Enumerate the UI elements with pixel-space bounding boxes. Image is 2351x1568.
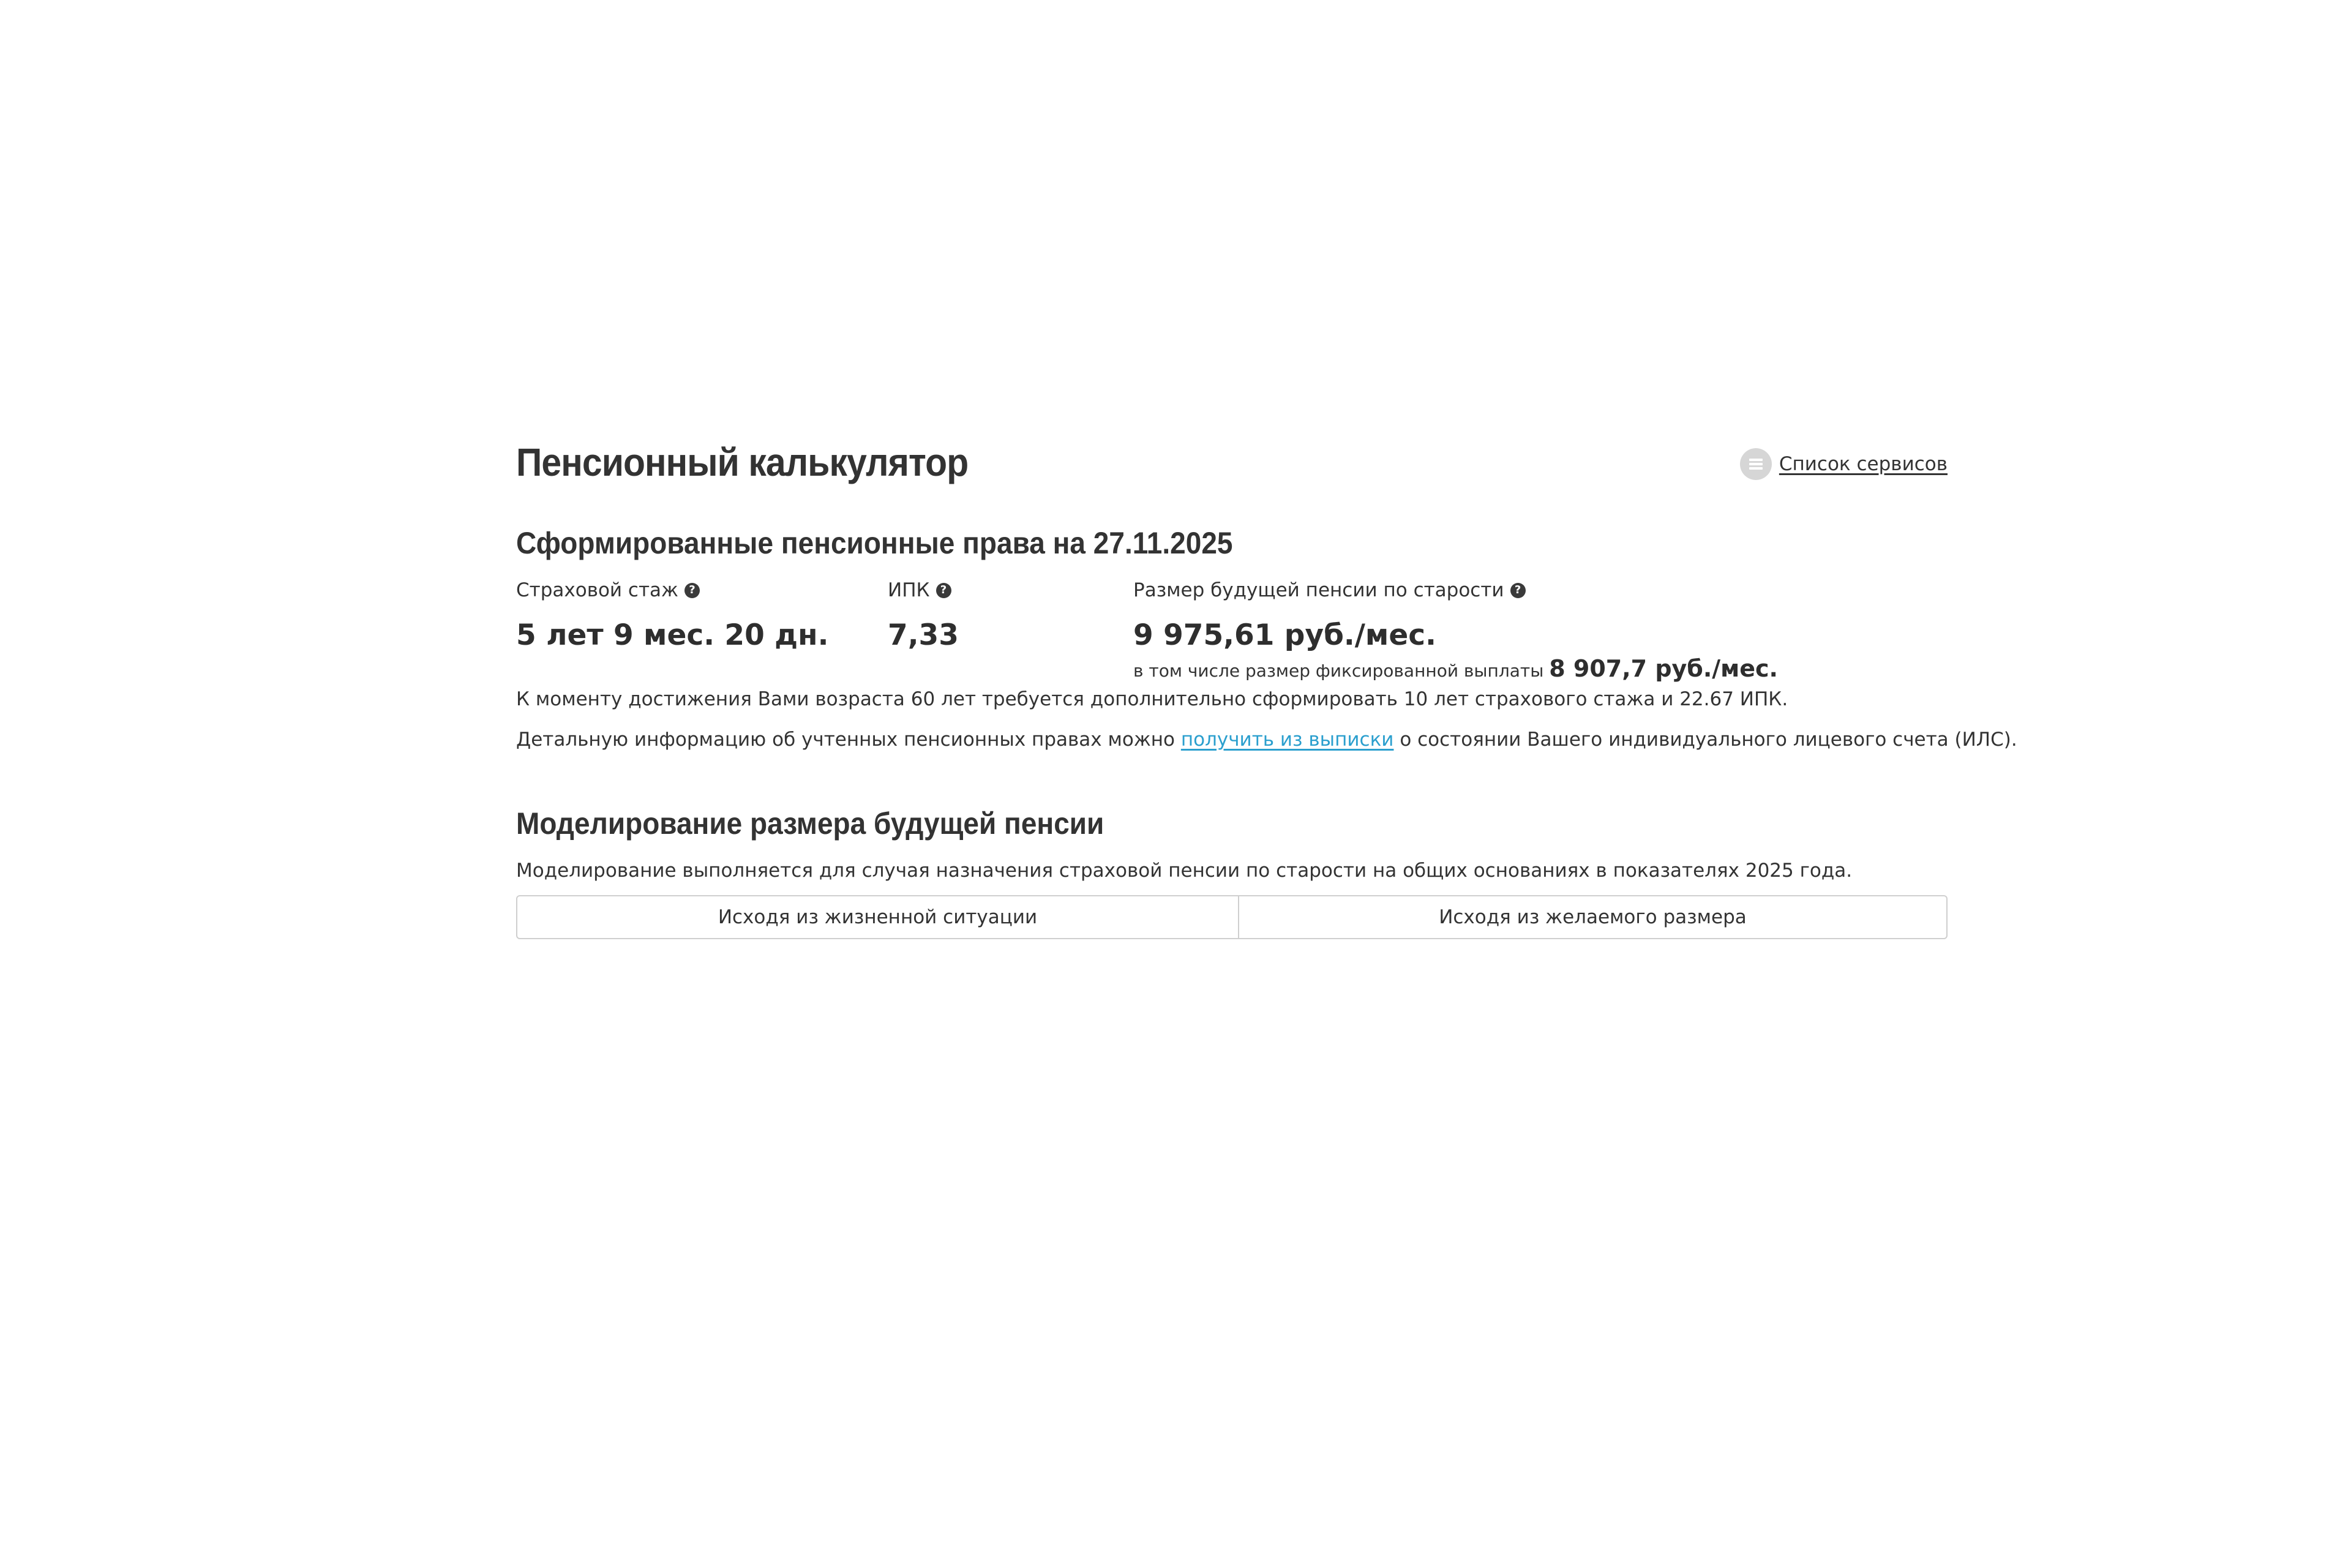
fixed-payment-row — [1133, 655, 1778, 682]
services-list-label[interactable]: Список сервисов — [1779, 453, 1948, 475]
modeling-section-title: Моделирование размера будущей пенсии — [516, 806, 1104, 841]
tab-desired-amount[interactable]: Исходя из желаемого размера — [1439, 906, 1747, 928]
fixed-payment-prefix: в том числе размер фиксированной выплаты — [1133, 661, 1544, 681]
services-list-link[interactable] — [1740, 448, 1948, 480]
tab-life-situation[interactable]: Исходя из жизненной ситуации — [517, 896, 1239, 938]
pension-label-row — [1133, 577, 1778, 604]
rights-section-title: Сформированные пенсионные права на 27.11.2025 — [516, 526, 1233, 560]
experience-label-row — [516, 577, 828, 604]
ipk-value: 7,33 — [888, 618, 959, 652]
details-text — [516, 726, 2017, 753]
ipk-label: ИПК — [888, 579, 930, 601]
statement-link[interactable]: получить из выписки — [1180, 729, 1394, 751]
page-header — [516, 429, 1948, 497]
details-text-after: о состоянии Вашего индивидуального лицевого счета (ИЛС). — [1400, 729, 2017, 751]
details-text-before: Детальную информацию об учтенных пенсионных правах можно — [516, 729, 1175, 751]
pension-stat — [1133, 577, 1778, 682]
ipk-label-row — [888, 577, 959, 604]
requirement-text: К моменту достижения Вами возраста 60 лет требуется дополнительно сформировать 10 лет страхового стажа и 22.67 ИПК. — [516, 688, 1788, 710]
experience-stat — [516, 577, 828, 654]
pension-value: 9 975,61 руб./мес. — [1133, 618, 1436, 652]
calculator-container — [516, 429, 2017, 939]
modeling-description: Моделирование выполняется для случая назначения страховой пенсии по старости на общих основаниях в показателях 2025 года. — [516, 860, 1853, 882]
fixed-payment-value: 8 907,7 руб./мес. — [1549, 655, 1778, 682]
modeling-tabs — [516, 895, 1948, 939]
ipk-help-icon[interactable]: ? — [936, 583, 951, 598]
page-title: Пенсионный калькулятор — [516, 440, 969, 484]
list-icon — [1740, 448, 1772, 480]
experience-label: Страховой стаж — [516, 579, 678, 601]
ipk-stat — [888, 577, 959, 654]
experience-help-icon[interactable]: ? — [684, 583, 700, 598]
experience-value: 5 лет 9 мес. 20 дн. — [516, 618, 829, 652]
rights-stats — [516, 577, 1948, 681]
pension-label: Размер будущей пенсии по старости — [1133, 579, 1504, 601]
pension-help-icon[interactable]: ? — [1510, 583, 1526, 598]
